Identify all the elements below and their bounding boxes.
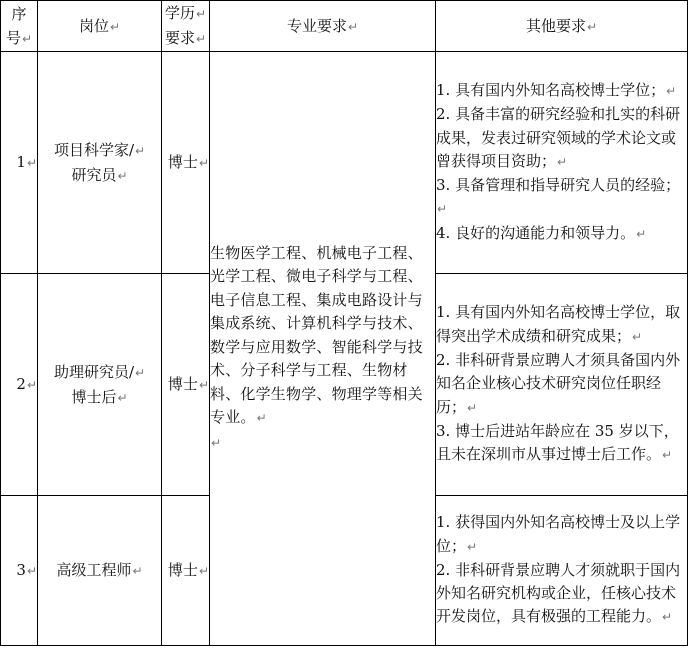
list-item: 1. 具有国内外知名高校博士学位，取得突出学术成绩和研究成果；↵ [436,303,681,345]
table-row [1,52,688,274]
row-index: 2↵ [1,274,38,496]
row-index: 3↵ [1,496,38,646]
header-degree: 学历↵ 要求↵ [162,1,210,52]
header-index: 序 号↵ [1,1,38,52]
row-index: 1↵ [1,52,38,274]
list-item: 1. 获得国内外知名高校博士及以上学位；↵ [436,513,681,555]
row-other-requirements [436,52,688,274]
header-other: 其他要求↵ [436,1,688,52]
list-item: 3. 博士后进站年龄应在 35 岁以下，且未在深圳市从事过博士后工作。↵ [436,421,679,464]
list-item: 2. 非科研背景应聘人才须就职于国内外知名研究机构或企业，任核心技术开发岗位，具有极强的工程能力。↵ [436,560,681,626]
list-item: 4. 良好的沟通能力和领导力。↵ [436,223,647,242]
row-position: 项目科学家/↵ 研究员↵ [38,52,162,274]
row-degree: 博士↵ [162,52,210,274]
list-item: 2. 非科研背景应聘人才须具备国内外知名企业核心技术研究岗位任职经历；↵ [436,351,681,416]
list-item: 3. 具备管理和指导研究人员的经验；↵ [436,176,681,217]
row-degree: 博士↵ [162,496,210,646]
row-position: 高级工程师↵ [38,496,162,646]
header-major: 专业要求↵ [210,1,436,52]
row-other-requirements [436,496,688,646]
list-item: 1. 具有国内外知名高校博士学位；↵ [436,80,677,99]
header-position: 岗位↵ [38,1,162,52]
list-item: 2. 具备丰富的研究经验和扎实的科研成果，发表过研究领域的学术论文或曾获得项目资助；↵ [436,105,681,170]
row-position: 助理研究员/↵ 博士后↵ [38,274,162,496]
header-row [1,1,688,52]
shared-major-requirements: 生物医学工程、机械电子工程、光学工程、微电子科学与工程、电子信息工程、集成电路设计与集成系统、计算机科学与技术、数学与应用数学、智能科学与技术、分子科学与工程、生物材料、化学生物学、物理学等相关专业。↵ ↵ [210,52,436,646]
row-degree: 博士↵ [162,274,210,496]
row-other-requirements [436,274,688,496]
